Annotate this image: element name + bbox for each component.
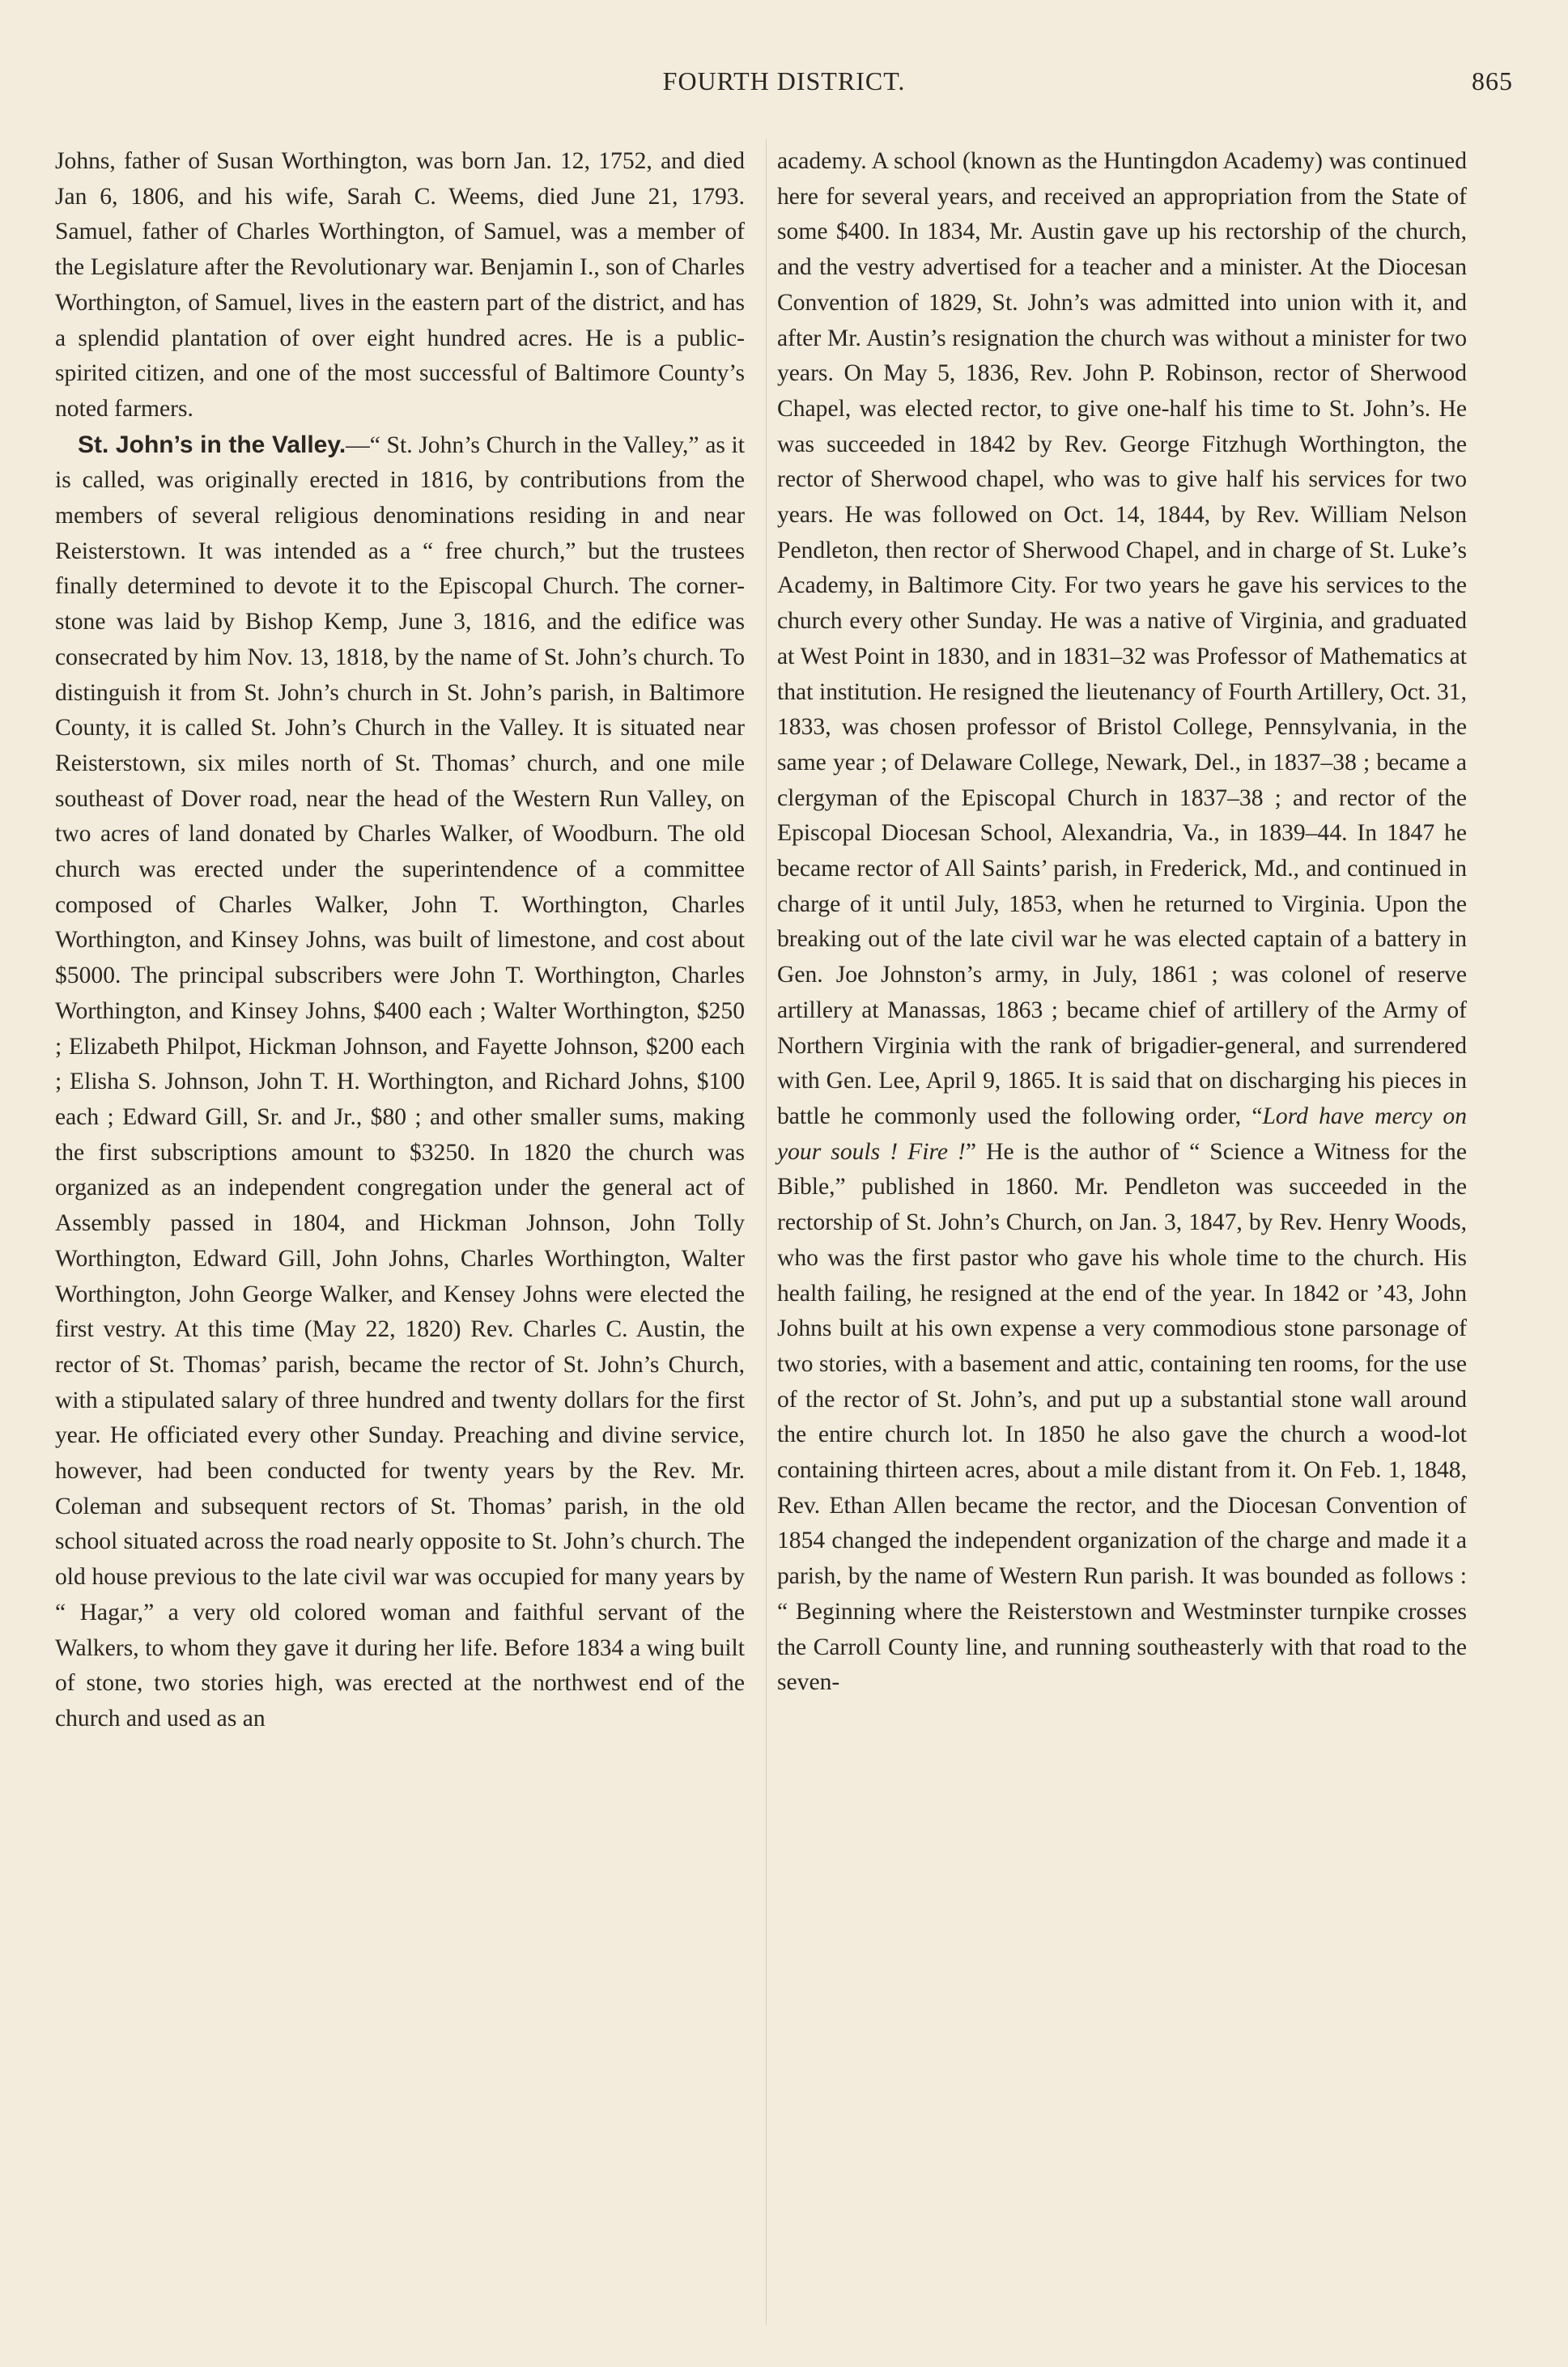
paragraph-worthington-family: Johns, father of Susan Worthington, was born Jan. 12, 1752, and died Jan 6, 1806, and his wife, Sarah C. Weems, died June 21, 1793. Samuel, father of Charles Worthington, of Samuel, was a member of the Legislature after the Revolutionary war. Benjamin I., son of Charles Worthington, of Samuel, lives in the eastern part of the district, and has a splendid plantation of over eight hundred acres. He is a public-spirited citizen, and one of the most successful of Baltimore County’s noted farmers. bbox=[55, 148, 745, 422]
paragraph-text: —“ St. John’s Church in the Valley,” as it is called, was originally erected in 1816, by contributions from the members of several religious denominations residing in and near Reisterstown. It was intended as a “ free church,” but the trustees finally determined to devote it to the Episcopal Church. The corner-stone was laid by Bishop Kemp, June 3, 1816, and the edifice was consecrated by him Nov. 13, 1818, by the name of St. John’s church. To distinguish it from St. John’s church in St. John’s parish, in Baltimore County, it is called St. John’s Church in the Valley. It is situated near Reisterstown, six miles north of St. Thomas’ church, and one mile southeast of Dover road, near the head of the Western Run Valley, on two acres of land donated by Charles Walker, of Woodburn. The old church was erected under the superintendence of a committee composed of Charles Walker, John T. Worthington, Charles Worthington, and Kinsey Johns, was built of limestone, and cost about $5000. The principal subscribers were John T. Worthington, Charles Worthington, and Kinsey Johns, $400 each ; Walter Worthington, $250 ; Elizabeth Philpot, Hickman Johnson, and Fayette Johnson, $200 each ; Elisha S. Johnson, John T. H. Worthington, and Richard Johns, $100 each ; Edward Gill, Sr. and Jr., $80 ; and other smaller sums, making the first subscriptions amount to $3250. In 1820 the church was organized as an independent congregation under the general act of Assembly passed in 1804, and Hickman Johnson, John Tolly Worthington, Edward Gill, John Johns, Charles Worthington, Walter Worthington, John George Walker, and Kensey Johns were elected the first vestry. At this time (May 22, 1820) Rev. Charles C. Austin, the rector of St. Thomas’ parish, became the rector of St. John’s Church, with a stipulated salary of three hundred and twenty dollars for the first year. He officiated every other Sunday. Preaching and divine service, however, had been conducted for twenty years by the Rev. Mr. Coleman and subsequent rectors of St. Thomas’ parish, in the old school situated across the road nearly opposite to St. John’s church. The old house previous to the late civil war was occupied for many years by “ Hagar,” a very old colored woman and faithful servant of the Walkers, to whom they gave it during her life. Before 1834 a wing built of stone, two stories high, was erected at the northwest end of the church and used as an bbox=[55, 431, 745, 1732]
paragraph-church-history-continued bbox=[777, 144, 1467, 1701]
page-header bbox=[55, 66, 1513, 108]
quoted-order: Lord have mercy on your souls ! Fire ! bbox=[777, 1103, 1467, 1165]
paragraph-text: academy. A school (known as the Huntingdon Academy) was continued here for several years, and received an appropriation from the State of some $400. In 1834, Mr. Austin gave up his rectorship of the church, and the vestry advertised for a teacher and a minister. At the Diocesan Convention of 1829, St. John’s was admitted into union with it, and after Mr. Austin’s resignation the church was without a minister for two years. On May 5, 1836, Rev. John P. Robinson, rector of Sherwood Chapel, was elected rector, to give one-half his time to St. John’s. He was succeeded in 1842 by Rev. George Fitzhugh Worthington, the rector of Sherwood chapel, who was to give half his services for two years. He was followed on Oct. 14, 1844, by Rev. William Nelson Pendleton, then rector of Sherwood Chapel, and in charge of St. Luke’s Academy, in Baltimore City. For two years he gave his services to the church every other Sunday. He was a native of Virginia, and graduated at West Point in 1830, and in 1831–32 was Professor of Mathematics at that institution. He resigned the lieutenancy of Fourth Artillery, Oct. 31, 1833, was chosen professor of Bristol College, Pennsylvania, in the same year ; of Delaware College, Newark, Del., in 1837–38 ; became a clergyman of the Episcopal Church in 1837–38 ; and rector of the Episcopal Diocesan School, Alexandria, Va., in 1839–44. In 1847 he became rector of All Saints’ parish, in Frederick, Md., and continued in charge of it until July, 1853, when he returned to Virginia. Upon the breaking out of the late civil war he was elected captain of a battery in Gen. Joe Johnston’s army, in July, 1861 ; was colonel of reserve artillery at Manassas, 1863 ; became chief of artillery of the Army of Northern Virginia with the rank of brigadier-general, and surrendered with Gen. Lee, April 9, 1865. It is said that on discharging his pieces in battle he commonly used the following order, “ bbox=[777, 148, 1467, 1129]
section-heading: St. John’s in the Valley. bbox=[78, 431, 346, 458]
column-divider bbox=[766, 139, 767, 2325]
right-column bbox=[777, 144, 1467, 1701]
paragraph-text-continued: ” He is the author of “ Science a Witness for the Bible,” published in 1860. Mr. Pendleton was succeeded in the rectorship of St. John’s Church, on Jan. 3, 1847, by Rev. Henry Woods, who was the first pastor who gave his whole time to the church. His health failing, he resigned at the end of the year. In 1842 or ’43, John Johns built at his own expense a very commodious stone parsonage of two stories, with a basement and attic, containing ten rooms, for the use of the rector of St. John’s, and put up a substantial stone wall around the entire church lot. In 1850 he also gave the church a wood-lot containing thirteen acres, about a mile distant from it. On Feb. 1, 1848, Rev. Ethan Allen became the rector, and the Diocesan Convention of 1854 changed the independent organization of the charge and made it a parish, by the name of Western Run parish. It was bounded as follows : “ Beginning where the Reisterstown and Westminster turnpike crosses the Carroll County line, and running southeasterly with that road to the seven- bbox=[777, 1138, 1467, 1696]
page-number: 865 bbox=[1472, 66, 1513, 96]
paragraph-st-johns-church bbox=[55, 427, 745, 1737]
left-column bbox=[55, 144, 745, 1737]
running-head: FOURTH DISTRICT. bbox=[662, 66, 906, 96]
